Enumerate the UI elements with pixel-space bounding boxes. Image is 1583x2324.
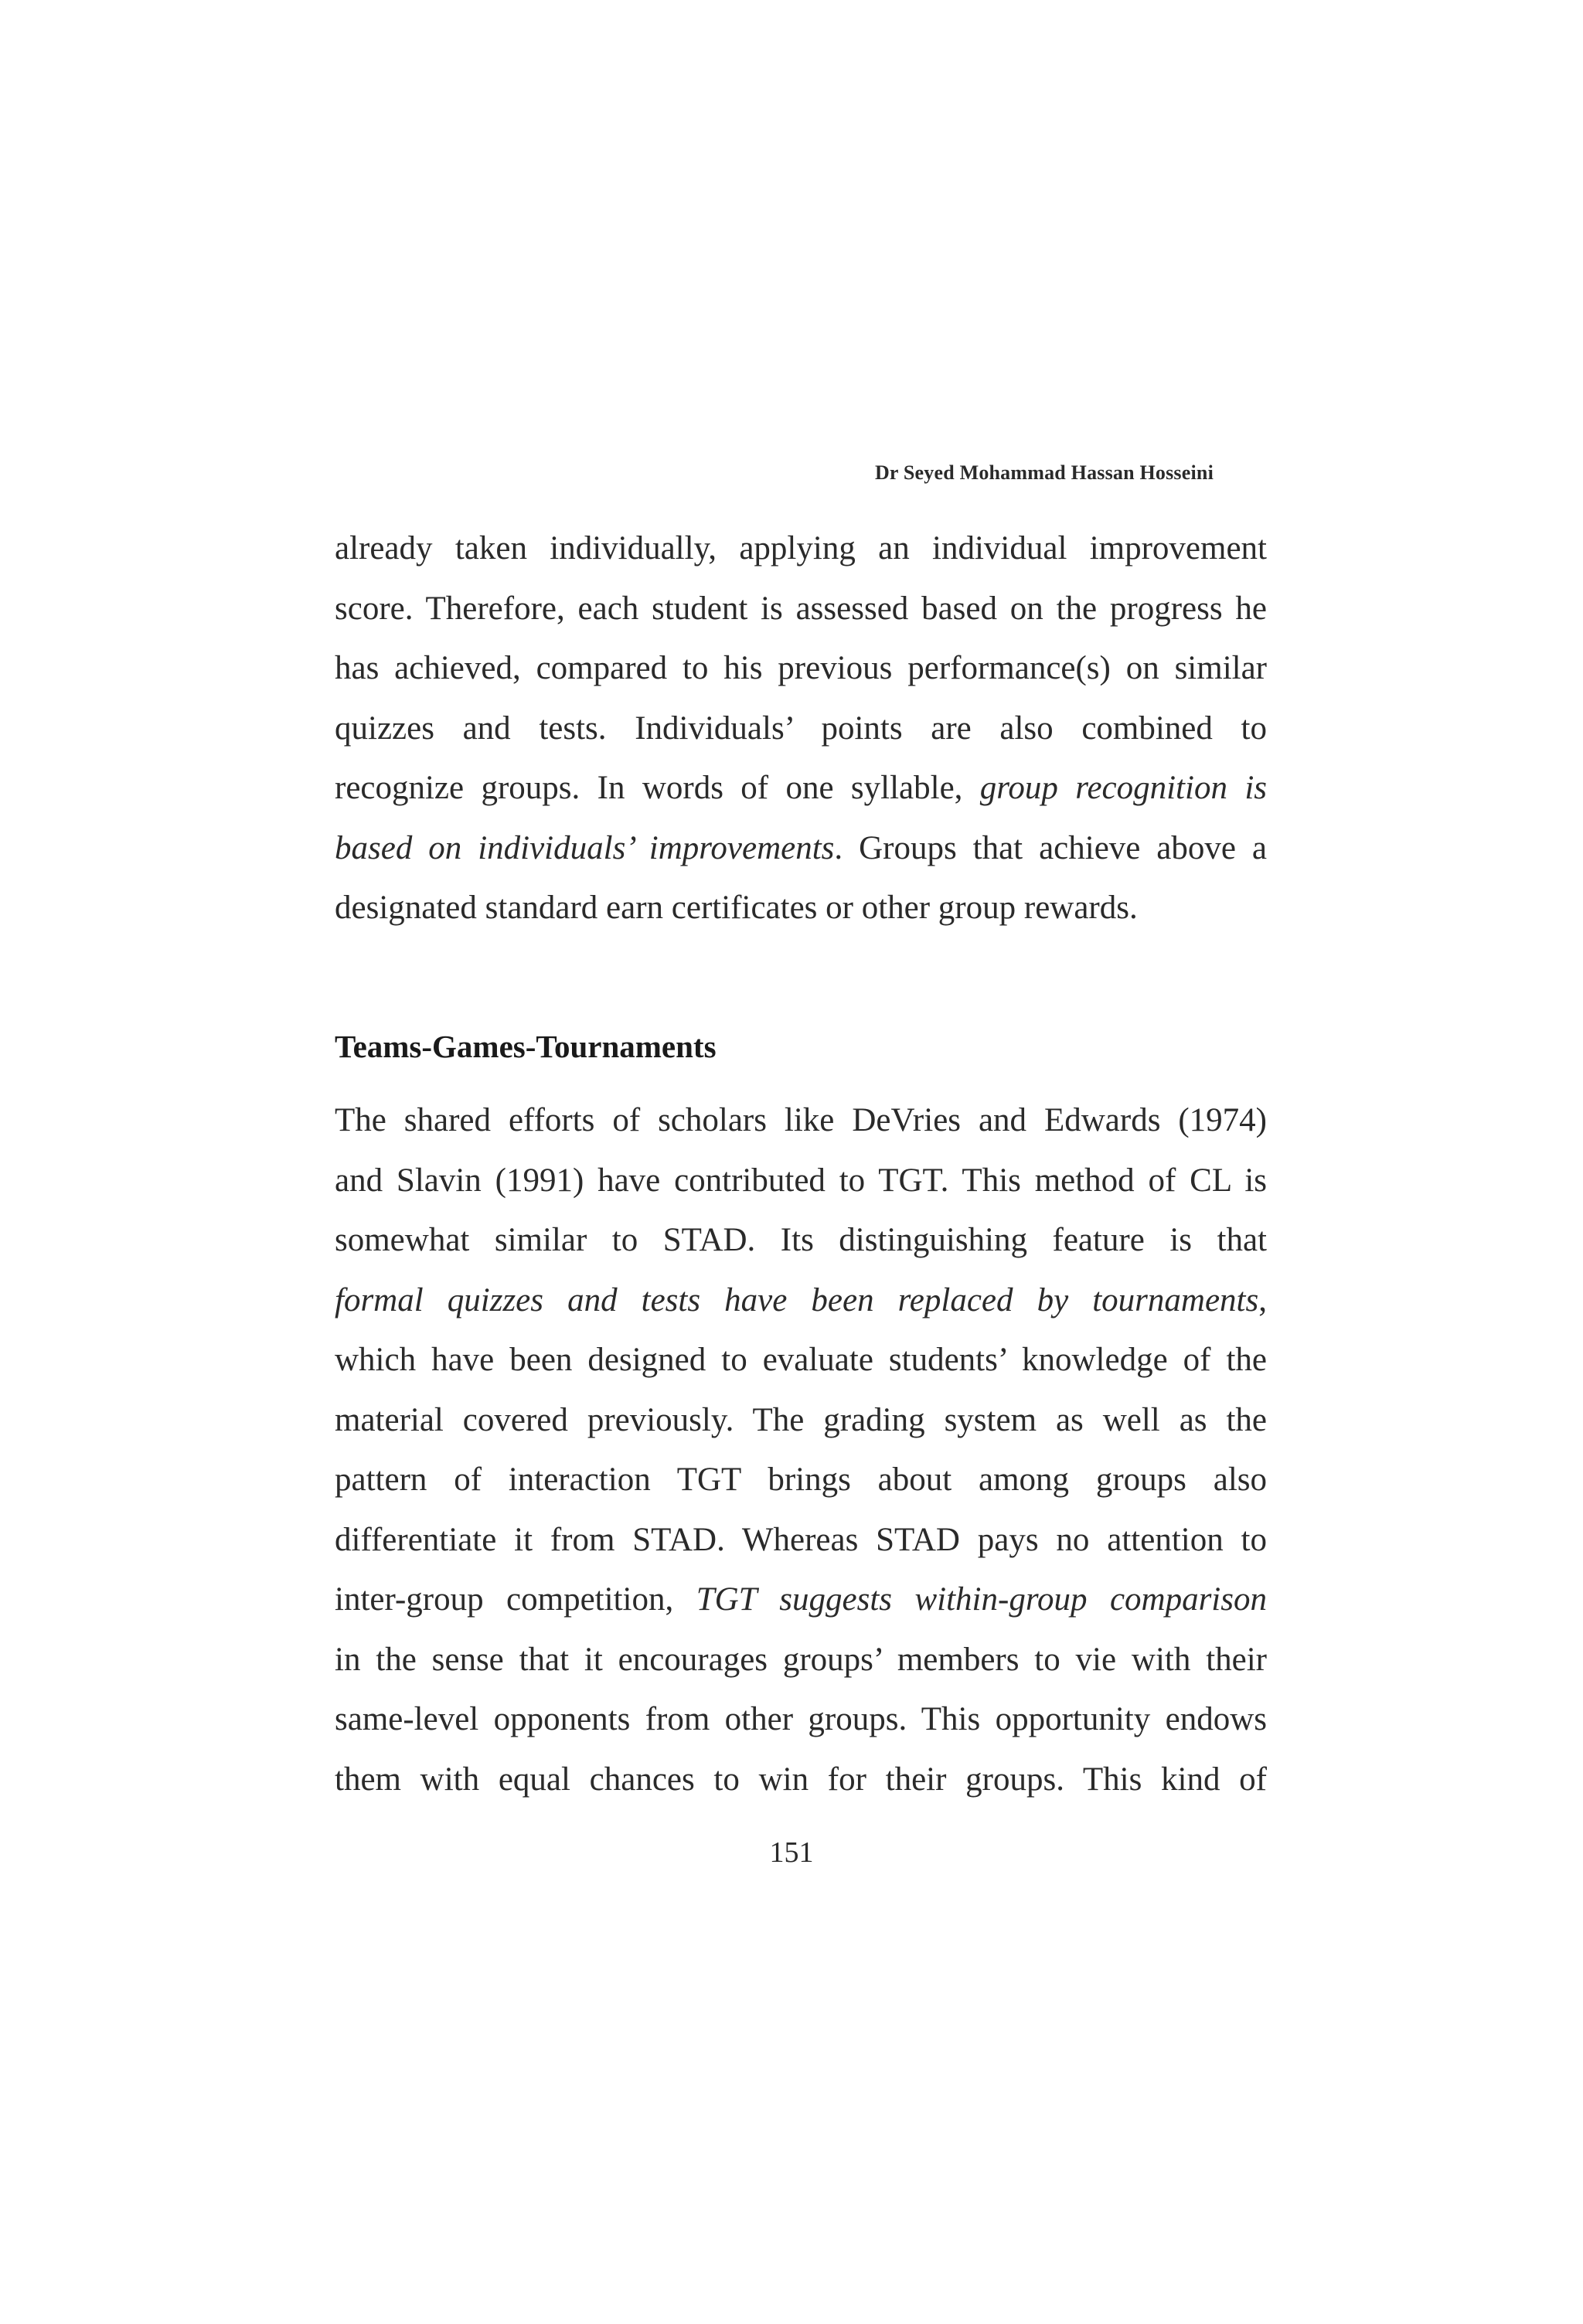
text-line: designated standard earn certificates or other group rewards.	[335, 890, 1138, 926]
italic-emphasis: based on individuals’ improvements	[335, 829, 835, 866]
italic-emphasis: group recognition is	[979, 770, 1267, 806]
body-paragraph-2	[335, 1091, 1267, 1809]
text-line: same-level opponents from other groups. This opportunity endows	[335, 1701, 1267, 1737]
text-line: in the sense that it encourages groups’ members to vie with their	[335, 1641, 1267, 1678]
text-line	[335, 818, 1267, 879]
text-line: differentiate it from STAD. Whereas STAD pays no attention to	[335, 1521, 1267, 1558]
text-line: and Slavin (1991) have contributed to TGT. This method of CL is	[335, 1162, 1267, 1199]
text-line: pattern of interaction TGT brings about among groups also	[335, 1461, 1267, 1498]
running-header-author: Dr Seyed Mohammad Hassan Hosseini	[874, 461, 1214, 484]
text-line: material covered previously. The grading system as well as the	[335, 1401, 1267, 1438]
text-line: already taken individually, applying an individual improvement	[335, 530, 1267, 567]
text-segment: . Groups that achieve above a	[834, 829, 1267, 866]
text-line: them with equal chances to win for their groups. This kind of	[335, 1761, 1267, 1798]
text-line: somewhat similar to STAD. Its distinguishing feature is that	[335, 1222, 1267, 1258]
text-segment: recognize groups. In words of one syllable,	[335, 770, 980, 806]
text-line	[335, 1271, 1267, 1331]
italic-emphasis: formal quizzes and tests have been replaced by tournaments	[335, 1281, 1259, 1319]
section-heading: Teams-Games-Tournaments	[335, 1029, 717, 1064]
text-line: which have been designed to evaluate students’ knowledge of the	[335, 1342, 1267, 1378]
text-line: has achieved, compared to his previous performance(s) on similar	[335, 650, 1267, 686]
text-segment: inter-group competition,	[335, 1581, 696, 1618]
text-segment: ,	[1258, 1281, 1267, 1319]
text-line: The shared efforts of scholars like DeVries and Edwards (1974)	[335, 1102, 1267, 1138]
text-line: score. Therefore, each student is assessed based on the progress he	[335, 590, 1267, 627]
text-line: quizzes and tests. Individuals’ points are also combined to	[335, 709, 1267, 747]
page-number: 151	[769, 1836, 814, 1869]
text-line	[335, 1570, 1267, 1630]
text-line	[335, 758, 1267, 818]
body-paragraph-1	[335, 519, 1267, 938]
italic-emphasis: TGT suggests within-group comparison	[696, 1581, 1267, 1618]
